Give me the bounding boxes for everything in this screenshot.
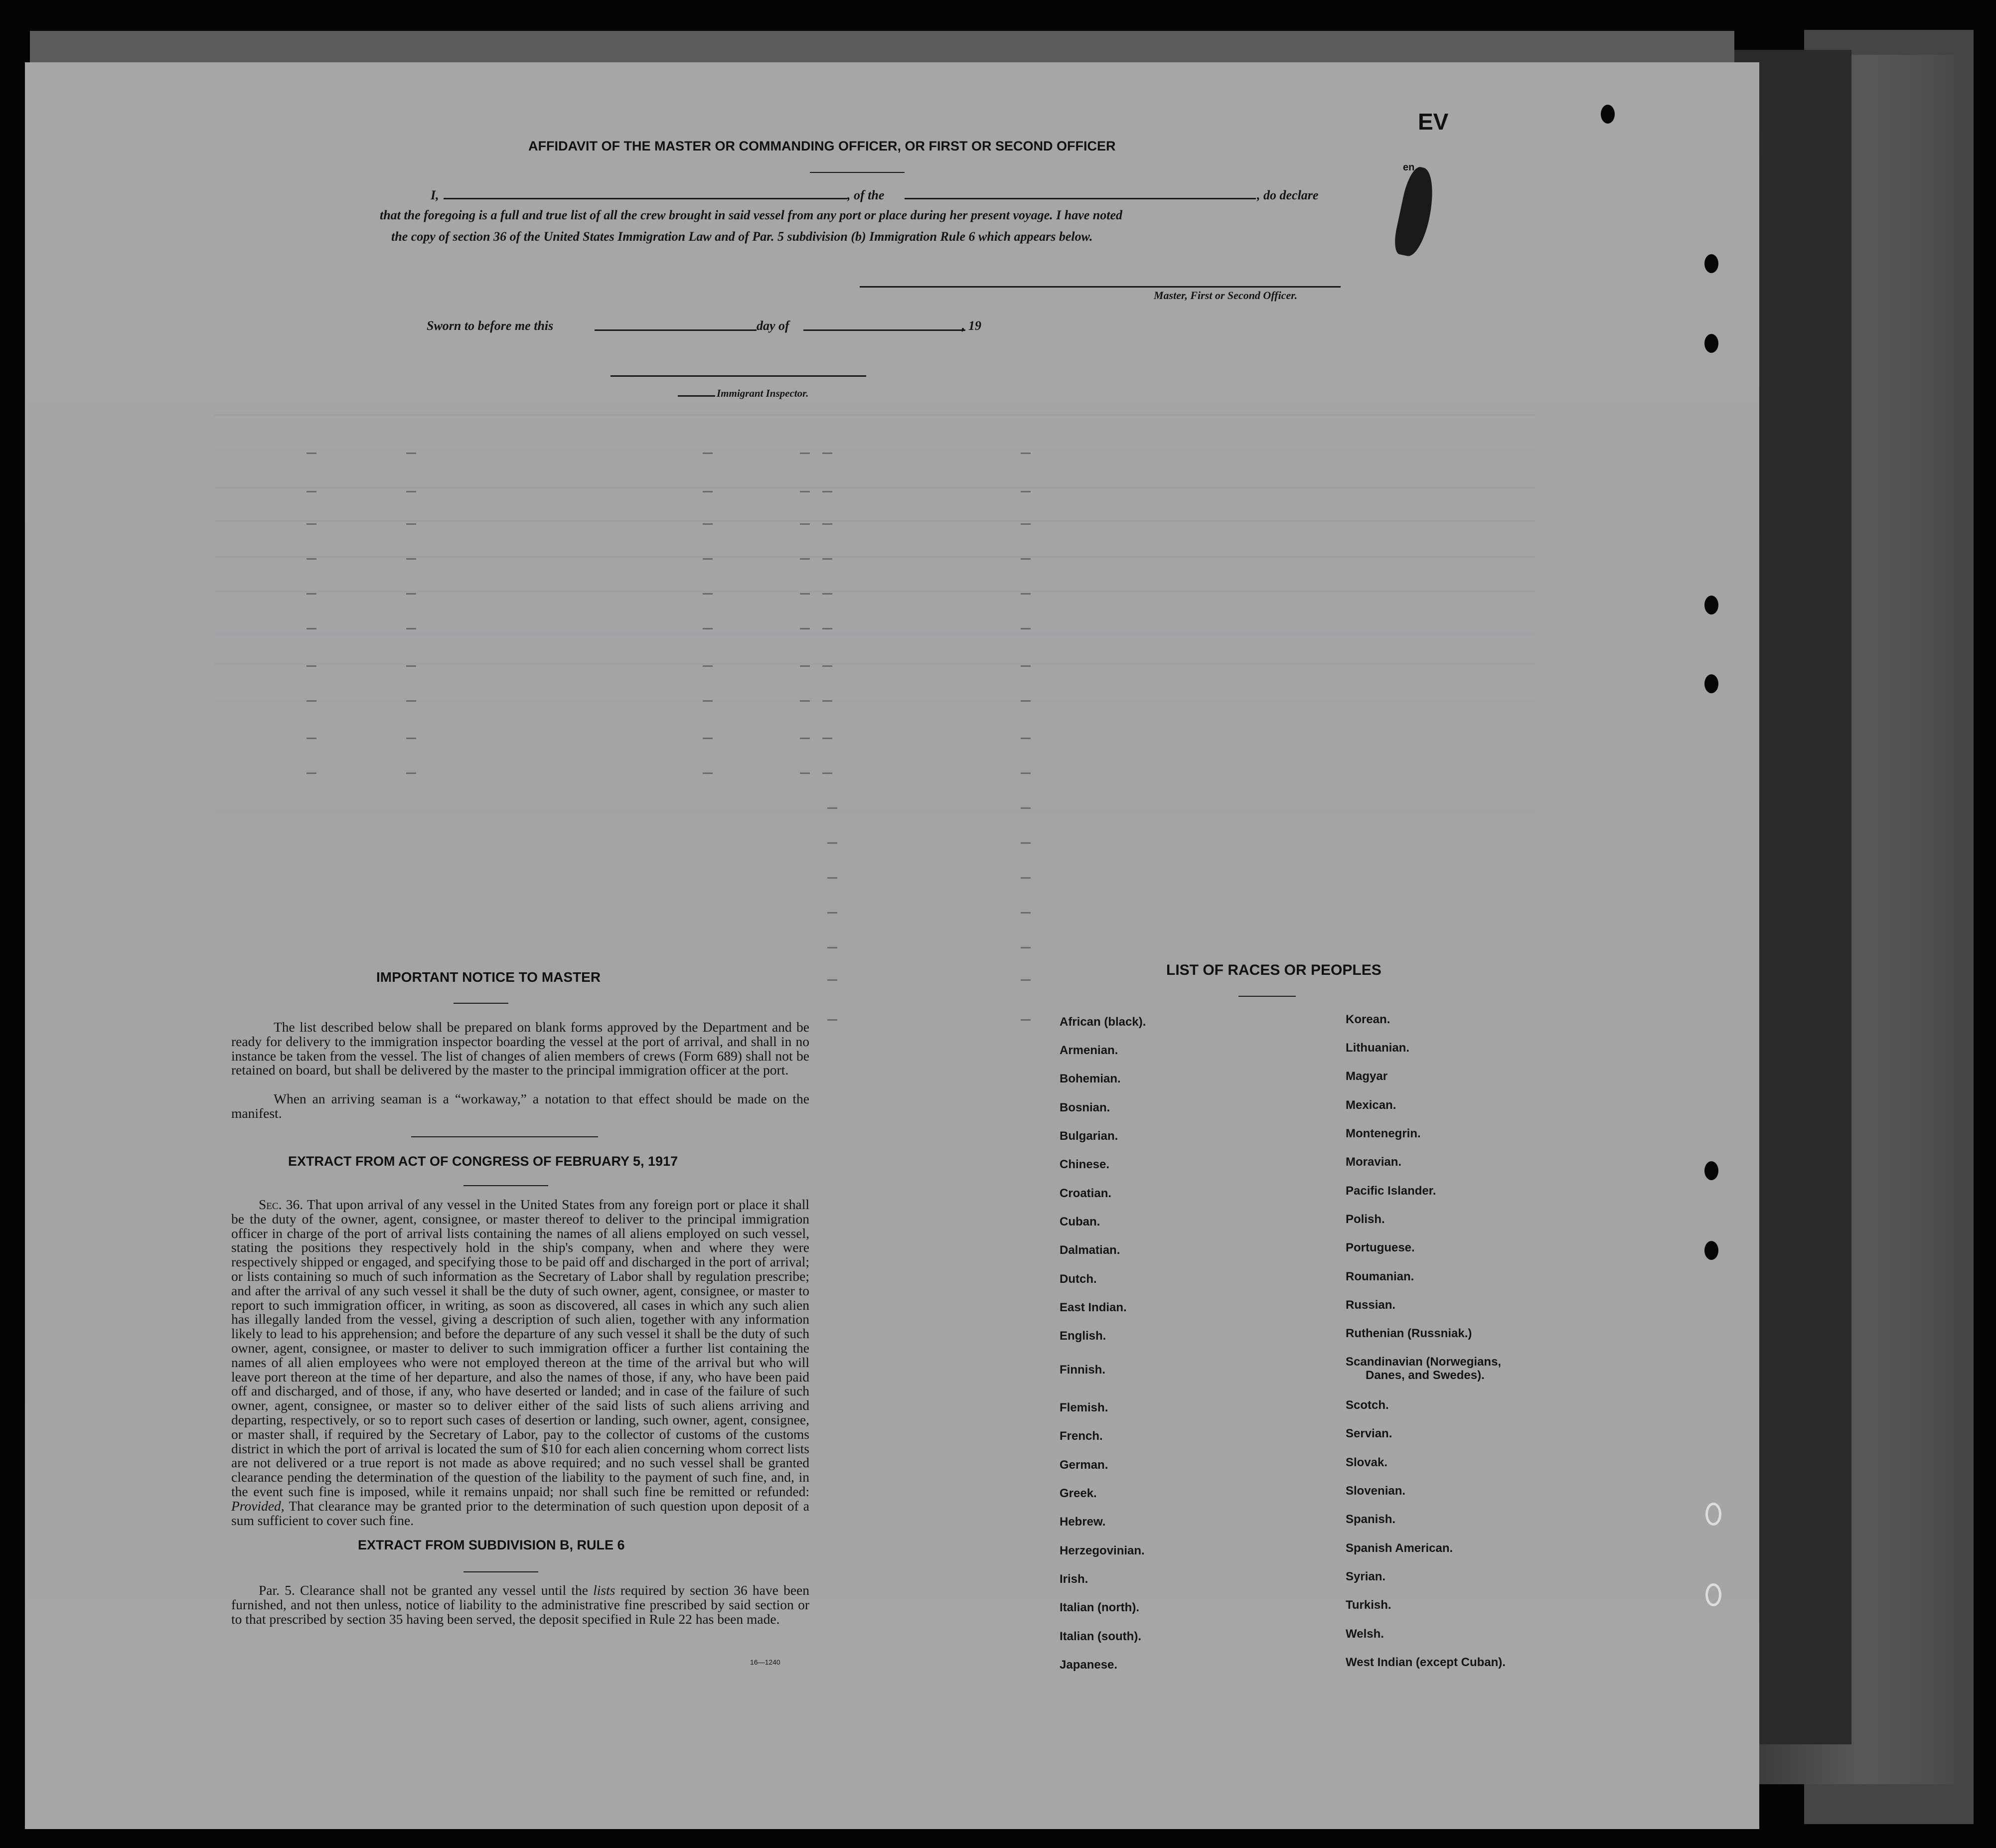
dash-mark bbox=[800, 523, 810, 525]
dash-mark bbox=[703, 665, 713, 667]
dash-mark bbox=[1021, 1019, 1031, 1021]
dash-mark bbox=[822, 700, 832, 702]
day-of-label: day of bbox=[757, 318, 789, 333]
sec-36-body: That upon arrival of any vessel in the United States from any foreign port or place it shall be the duty of the owner, agent, consignee, or master thereof to deliver to the principal immigration officer in charge of the port of arrival lists containing the names of all aliens employed on such vessel, stating the positions they respectively hold in the ship's company, when and where they were respectively shipped or engaged, and specifying those to be paid off and discharged in the port of arrival; or lists containing so much of such information as the Secretary of Labor shall by regulation prescribe; and after the arrival of any such vessel it shall be the duty of such owner, agent, consignee, or master to report to such immigration officer, in writing, as soon as discovered, all cases in which any such alien has illegally landed from the vessel, giving a description of such alien, together with any information likely to lead to his apprehension; and before the departure of any such vessel it shall be the duty of such owner, agent, consignee, or master to deliver to such immigration officer a further list containing the names of all alien employees who were not employed thereon at the time of the arrival but who will leave port thereon at the time of her departure, and also the names of those, if any, who have been paid off and discharged, and of those, if any, who have deserted or landed; and in case of the failure of such owner, agent, consignee, or master so to deliver either of the said lists of such aliens arriving and departing, respectively, or so to report such cases of desertion or landing, such owner, agent, consignee, or master shall, if required by the Secretary of Labor, pay to the collector of customs of the customs district in which the port of arrival is located the sum of $10 for each alien concerning whom correct lists are not delivered or a true report is not made as above required; and no such vessel shall be granted clearance pending the determination of the question of the liability to the payment of such fine, and, in the event such fine is imposed, while it remains unpaid; nor shall such fine be remitted or refunded: bbox=[231, 1197, 810, 1499]
race-item: Moravian. bbox=[1346, 1155, 1402, 1169]
dash-mark bbox=[822, 523, 832, 525]
title-rule bbox=[810, 172, 905, 173]
race-item: Armenian. bbox=[1060, 1044, 1118, 1057]
dash-mark bbox=[1021, 558, 1031, 560]
race-item: Bosnian. bbox=[1060, 1101, 1110, 1114]
dash-mark bbox=[307, 772, 316, 774]
dash-mark bbox=[703, 523, 713, 525]
notice-para1: The list described below shall be prepared on blank forms approved by the Department and be ready for delivery to the immigration inspector boarding the vessel at the port of arrival, and shall in no instance be taken from the vessel. The list of changes of alien members of crews (Form 689) shall not be retained on board, but shall be delivered by the master to the principal immigration officer at the port. bbox=[231, 1019, 809, 1078]
dash-mark bbox=[1021, 912, 1031, 914]
sworn-month-line bbox=[803, 329, 965, 331]
dash-mark bbox=[406, 558, 416, 560]
dash-mark bbox=[1021, 807, 1031, 809]
race-item: Spanish American. bbox=[1346, 1541, 1453, 1555]
inspector-short-line bbox=[678, 395, 715, 397]
dash-mark bbox=[800, 453, 810, 454]
dash-mark bbox=[703, 700, 713, 702]
race-item: Danes, and Swedes). bbox=[1366, 1369, 1485, 1382]
bleed-through-row bbox=[214, 735, 1535, 737]
dash-mark bbox=[703, 772, 713, 774]
race-item: German. bbox=[1060, 1458, 1108, 1472]
dash-mark bbox=[822, 558, 832, 560]
dash-mark bbox=[1021, 947, 1031, 948]
dash-mark bbox=[822, 453, 832, 454]
bleed-through-row bbox=[214, 663, 1535, 665]
dash-mark bbox=[307, 665, 316, 667]
dash-mark bbox=[1021, 453, 1031, 454]
race-item: Spanish. bbox=[1346, 1513, 1396, 1526]
dash-mark bbox=[1021, 772, 1031, 774]
punch-hole-icon bbox=[1704, 596, 1718, 615]
races-title-rule bbox=[1238, 996, 1296, 997]
rule-text-a: Par. 5. Clearance shall not be granted any vessel until the bbox=[259, 1582, 588, 1598]
race-item: Slovenian. bbox=[1346, 1484, 1406, 1498]
punch-hole-icon bbox=[1704, 1241, 1718, 1260]
race-item: African (black). bbox=[1060, 1015, 1146, 1029]
extract-act-title: EXTRACT FROM ACT OF CONGRESS OF FEBRUARY 5, 1917 bbox=[288, 1154, 678, 1169]
dash-mark bbox=[827, 842, 837, 844]
race-item: Croatian. bbox=[1060, 1187, 1112, 1200]
dash-mark bbox=[822, 593, 832, 595]
dash-mark bbox=[1021, 523, 1031, 525]
race-item: Turkish. bbox=[1346, 1598, 1391, 1612]
dash-mark bbox=[1021, 842, 1031, 844]
dash-mark bbox=[827, 877, 837, 879]
year-label: , 19 bbox=[962, 318, 981, 333]
dash-mark bbox=[406, 523, 416, 525]
notice-title: IMPORTANT NOTICE TO MASTER bbox=[376, 969, 601, 985]
dash-mark bbox=[822, 772, 832, 774]
corner-fragment-en: en bbox=[1403, 162, 1415, 173]
race-item: Italian (south). bbox=[1060, 1630, 1141, 1643]
punch-hole-icon bbox=[1705, 1503, 1721, 1526]
dash-mark bbox=[800, 558, 810, 560]
bleed-through-row bbox=[214, 520, 1535, 522]
extract-act-text bbox=[231, 1198, 809, 1528]
vessel-line bbox=[905, 198, 1256, 199]
bleed-through-row bbox=[214, 810, 1535, 812]
dash-mark bbox=[822, 491, 832, 492]
extract-rule-text bbox=[231, 1583, 809, 1626]
race-item: East Indian. bbox=[1060, 1301, 1127, 1314]
dash-mark bbox=[822, 628, 832, 629]
extract-act-rule bbox=[463, 1185, 548, 1186]
dash-mark bbox=[827, 912, 837, 914]
section-divider bbox=[411, 1136, 598, 1137]
dash-mark bbox=[406, 491, 416, 492]
dash-mark bbox=[703, 558, 713, 560]
race-item: Magyar bbox=[1346, 1070, 1388, 1083]
extract-rule-title: EXTRACT FROM SUBDIVISION B, RULE 6 bbox=[358, 1538, 625, 1552]
bleed-through-row bbox=[214, 487, 1535, 489]
race-item: Lithuanian. bbox=[1346, 1041, 1409, 1055]
sec-36-label: Sec. 36. bbox=[259, 1197, 304, 1212]
corner-fragment-ev: EV bbox=[1418, 109, 1449, 135]
form-number: 16—1240 bbox=[750, 1658, 780, 1666]
race-item: Herzegovinian. bbox=[1060, 1544, 1145, 1557]
dash-mark bbox=[703, 593, 713, 595]
affidavit-i: I, bbox=[431, 188, 439, 202]
dash-mark bbox=[703, 738, 713, 739]
race-item: West Indian (except Cuban). bbox=[1346, 1656, 1506, 1669]
race-item: Russian. bbox=[1346, 1298, 1396, 1312]
race-item: Slovak. bbox=[1346, 1456, 1388, 1469]
dash-mark bbox=[703, 628, 713, 629]
dash-mark bbox=[703, 453, 713, 454]
sworn-label: Sworn to before me this bbox=[427, 318, 554, 333]
race-item: Finnish. bbox=[1060, 1363, 1105, 1377]
punch-hole-icon bbox=[1705, 1583, 1721, 1606]
dash-mark bbox=[406, 772, 416, 774]
race-item: Roumanian. bbox=[1346, 1270, 1414, 1283]
race-item: Servian. bbox=[1346, 1427, 1392, 1440]
race-item: Japanese. bbox=[1060, 1658, 1118, 1672]
dash-mark bbox=[1021, 628, 1031, 629]
dash-mark bbox=[800, 628, 810, 629]
race-item: Syrian. bbox=[1346, 1570, 1386, 1583]
race-item: Bulgarian. bbox=[1060, 1129, 1118, 1143]
sec-36-end: That clearance may be granted prior to the determination of such question upon deposit of a sum sufficient to cover such fine. bbox=[231, 1498, 809, 1528]
race-item: Chinese. bbox=[1060, 1158, 1110, 1171]
dash-mark bbox=[822, 665, 832, 667]
race-item: Scotch. bbox=[1346, 1398, 1389, 1412]
race-item: English. bbox=[1060, 1329, 1106, 1343]
race-item: Scandinavian (Norwegians, bbox=[1346, 1355, 1502, 1369]
race-item: Portuguese. bbox=[1346, 1241, 1415, 1254]
races-title: LIST OF RACES OR PEOPLES bbox=[1166, 962, 1382, 978]
affidavit-declare: , do declare bbox=[1257, 188, 1319, 202]
race-item: Irish. bbox=[1060, 1572, 1088, 1586]
affidavit-line3: the copy of section 36 of the United States Immigration Law and of Par. 5 subdivision (b) Immigration Rule 6 which appears below. bbox=[391, 229, 1093, 244]
dash-mark bbox=[307, 558, 316, 560]
race-item: Dalmatian. bbox=[1060, 1243, 1120, 1257]
bleed-through-row bbox=[214, 591, 1535, 593]
dash-mark bbox=[827, 1019, 837, 1021]
bleed-through-row bbox=[214, 633, 1535, 635]
affidavit-line2: that the foregoing is a full and true list of all the crew brought in said vessel from any port or place during her present voyage. I have noted bbox=[380, 208, 1123, 222]
dash-mark bbox=[307, 700, 316, 702]
notice-para2: When an arriving seaman is a “workaway,” a notation to that effect should be made on the manifest. bbox=[231, 1091, 809, 1121]
signature-label: Master, First or Second Officer. bbox=[1154, 289, 1298, 302]
punch-hole-icon bbox=[1601, 105, 1615, 124]
dash-mark bbox=[800, 700, 810, 702]
dash-mark bbox=[1021, 665, 1031, 667]
rule-text-b: required by section 36 have been furnished, and not then unless, notice of liability to the administrative fine prescribed by said section or to that prescribed by section 35 having been served, the deposit specified in Rule 22 has been made. bbox=[231, 1582, 810, 1627]
dash-mark bbox=[800, 772, 810, 774]
bleed-through-row bbox=[214, 556, 1535, 558]
name-line bbox=[444, 198, 847, 199]
dash-mark bbox=[822, 738, 832, 739]
dash-mark bbox=[307, 523, 316, 525]
race-item: Mexican. bbox=[1346, 1098, 1396, 1112]
dash-mark bbox=[1021, 593, 1031, 595]
dash-mark bbox=[406, 665, 416, 667]
inspector-line bbox=[611, 375, 866, 377]
dash-mark bbox=[1021, 877, 1031, 879]
dash-mark bbox=[703, 491, 713, 492]
top-page-strip bbox=[30, 31, 1734, 66]
dash-mark bbox=[1021, 700, 1031, 702]
race-item: Italian (north). bbox=[1060, 1601, 1139, 1614]
dash-mark bbox=[307, 593, 316, 595]
race-item: Polish. bbox=[1346, 1213, 1385, 1226]
dash-mark bbox=[1021, 738, 1031, 739]
lists-word: lists bbox=[593, 1582, 615, 1598]
punch-hole-icon bbox=[1704, 334, 1718, 353]
race-item: Cuban. bbox=[1060, 1215, 1100, 1229]
race-item: Greek. bbox=[1060, 1487, 1097, 1500]
dash-mark bbox=[307, 453, 316, 454]
dash-mark bbox=[1021, 491, 1031, 492]
dash-mark bbox=[406, 628, 416, 629]
dash-mark bbox=[406, 700, 416, 702]
race-item: Flemish. bbox=[1060, 1401, 1108, 1414]
signature-line bbox=[860, 286, 1341, 288]
bleed-through-row bbox=[214, 770, 1535, 772]
dash-mark bbox=[307, 491, 316, 492]
dash-mark bbox=[800, 593, 810, 595]
race-item: French. bbox=[1060, 1429, 1103, 1443]
dash-mark bbox=[800, 738, 810, 739]
inspector-label: Immigrant Inspector. bbox=[717, 387, 809, 399]
dash-mark bbox=[406, 453, 416, 454]
affidavit-title: AFFIDAVIT OF THE MASTER OR COMMANDING OFFICER, OR FIRST OR SECOND OFFICER bbox=[528, 139, 1116, 154]
bleed-through-row bbox=[214, 414, 1535, 416]
race-item: Korean. bbox=[1346, 1013, 1390, 1026]
paper-fold-icon bbox=[1391, 165, 1439, 259]
dash-mark bbox=[800, 491, 810, 492]
punch-hole-icon bbox=[1704, 674, 1718, 693]
dash-mark bbox=[827, 947, 837, 948]
affidavit-of-the: , of the bbox=[847, 188, 885, 202]
race-item: Pacific Islander. bbox=[1346, 1184, 1436, 1198]
race-item: Ruthenian (Russniak.) bbox=[1346, 1327, 1472, 1340]
dash-mark bbox=[406, 593, 416, 595]
extract-rule-rule bbox=[463, 1571, 538, 1572]
race-item: Hebrew. bbox=[1060, 1515, 1106, 1529]
dash-mark bbox=[307, 738, 316, 739]
race-item: Bohemian. bbox=[1060, 1072, 1121, 1085]
dash-mark bbox=[406, 738, 416, 739]
dash-mark bbox=[827, 979, 837, 981]
race-item: Welsh. bbox=[1346, 1627, 1384, 1641]
dash-mark bbox=[1021, 979, 1031, 981]
sworn-day-line bbox=[595, 329, 757, 331]
provided-label: Provided, bbox=[231, 1498, 285, 1514]
dash-mark bbox=[307, 628, 316, 629]
bleed-through-row bbox=[214, 449, 1535, 451]
dash-mark bbox=[827, 807, 837, 809]
notice-title-rule bbox=[454, 1003, 508, 1004]
dash-mark bbox=[800, 665, 810, 667]
manifest-page bbox=[25, 62, 1759, 1829]
race-item: Montenegrin. bbox=[1346, 1127, 1421, 1140]
punch-hole-icon bbox=[1704, 254, 1718, 273]
race-item: Dutch. bbox=[1060, 1272, 1097, 1286]
punch-hole-icon bbox=[1704, 1161, 1718, 1180]
